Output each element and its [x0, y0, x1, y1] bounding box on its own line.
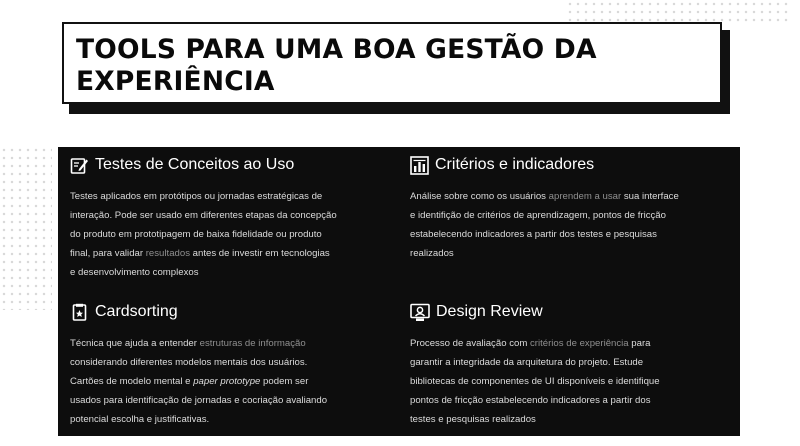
card-body-line	[410, 207, 735, 226]
body-text: para	[628, 338, 651, 349]
card-body-line	[410, 188, 735, 207]
card-body-line	[410, 392, 735, 411]
card-body-line	[70, 207, 390, 226]
card-body-line	[410, 354, 735, 373]
tools-panel	[58, 147, 740, 436]
card-body-line	[70, 264, 390, 283]
card-body-line	[70, 335, 390, 354]
card-body-line	[70, 354, 390, 373]
dot-pattern-left	[0, 146, 52, 310]
card-header	[410, 300, 735, 324]
card-header	[70, 300, 390, 324]
card-title: Cardsorting	[95, 303, 178, 320]
card-body-line	[70, 188, 390, 207]
body-text: antes de investir em tecnologias	[190, 247, 330, 259]
body-text: final, para validar	[70, 247, 146, 259]
card-design-review	[410, 300, 735, 430]
highlight-text: estruturas de informação	[199, 338, 306, 349]
card-body-line	[410, 335, 735, 354]
body-text: do produto em prototipagem de baixa fidelidade ou produto	[70, 228, 322, 240]
body-text: considerando diferentes modelos mentais dos usuários.	[70, 356, 308, 368]
card-body	[70, 335, 390, 430]
body-text: Testes aplicados em protótipos ou jornadas estratégicas de	[70, 191, 323, 202]
body-text: sua interface	[621, 191, 679, 202]
italic-text: paper prototype	[193, 375, 261, 387]
card-body-line	[70, 226, 390, 245]
body-text: Análise sobre como os usuários	[410, 191, 549, 202]
card-title: Design Review	[436, 303, 543, 320]
card-body-line	[70, 392, 390, 411]
card-title: Critérios e indicadores	[435, 156, 595, 173]
highlight-text: aprendem a usar	[548, 191, 622, 202]
card-header	[410, 153, 735, 177]
body-text: Cartões de modelo mental e	[70, 375, 194, 387]
card-body	[410, 188, 735, 264]
body-text: realizados	[410, 247, 454, 259]
card-header	[70, 153, 390, 177]
design-review-icon	[410, 303, 430, 322]
body-text: garantir a integridade da arquitetura do projeto. Estude	[410, 356, 644, 368]
body-text: Técnica que ajuda a entender	[70, 338, 200, 349]
title-box	[62, 22, 722, 104]
card-body-line	[410, 226, 735, 245]
body-text: estabelecendo indicadores a partir dos testes e pesquisas	[410, 228, 657, 240]
card-body-line	[70, 373, 390, 392]
highlight-text: resultados	[145, 247, 190, 259]
card-title: Testes de Conceitos ao Uso	[95, 156, 295, 173]
dot-pattern-top-right	[566, 0, 788, 24]
card-body	[410, 335, 735, 430]
edit-note-icon	[70, 156, 89, 175]
card-criterios-e-indicadores	[410, 153, 735, 264]
card-body-line	[410, 373, 735, 392]
card-body-line	[70, 245, 390, 264]
body-text: interação. Pode ser usado em diferentes etapas da concepção	[70, 209, 337, 221]
body-text: testes e pesquisas realizados	[410, 413, 536, 425]
card-cardsorting	[70, 300, 390, 430]
body-text: bibliotecas de componentes de UI disponíveis e identifique	[410, 375, 660, 387]
cards-stack-icon	[70, 303, 89, 322]
body-text: e desenvolvimento complexos	[70, 266, 199, 278]
body-text: usados para identificação de jornadas e cocriação avaliando	[70, 394, 328, 406]
card-body-line	[410, 245, 735, 264]
body-text: potencial escolha e justificativas.	[70, 413, 210, 425]
bar-chart-icon	[410, 156, 429, 175]
page-title: TOOLS PARA UMA BOA GESTÃO DA EXPERIÊNCIA	[76, 34, 597, 97]
body-text: Processo de avaliação com	[410, 338, 530, 349]
card-body-line	[70, 411, 390, 430]
highlight-text: critérios de experiência	[529, 338, 629, 349]
body-text: pontos de fricção estabelecendo indicadores a partir dos	[410, 394, 651, 406]
card-body-line	[410, 411, 735, 430]
body-text: podem ser	[260, 375, 309, 387]
card-testes-de-conceitos	[70, 153, 390, 283]
card-body	[70, 188, 390, 283]
body-text: e identifição de critérios de aprendizagem, pontos de fricção	[410, 209, 666, 221]
